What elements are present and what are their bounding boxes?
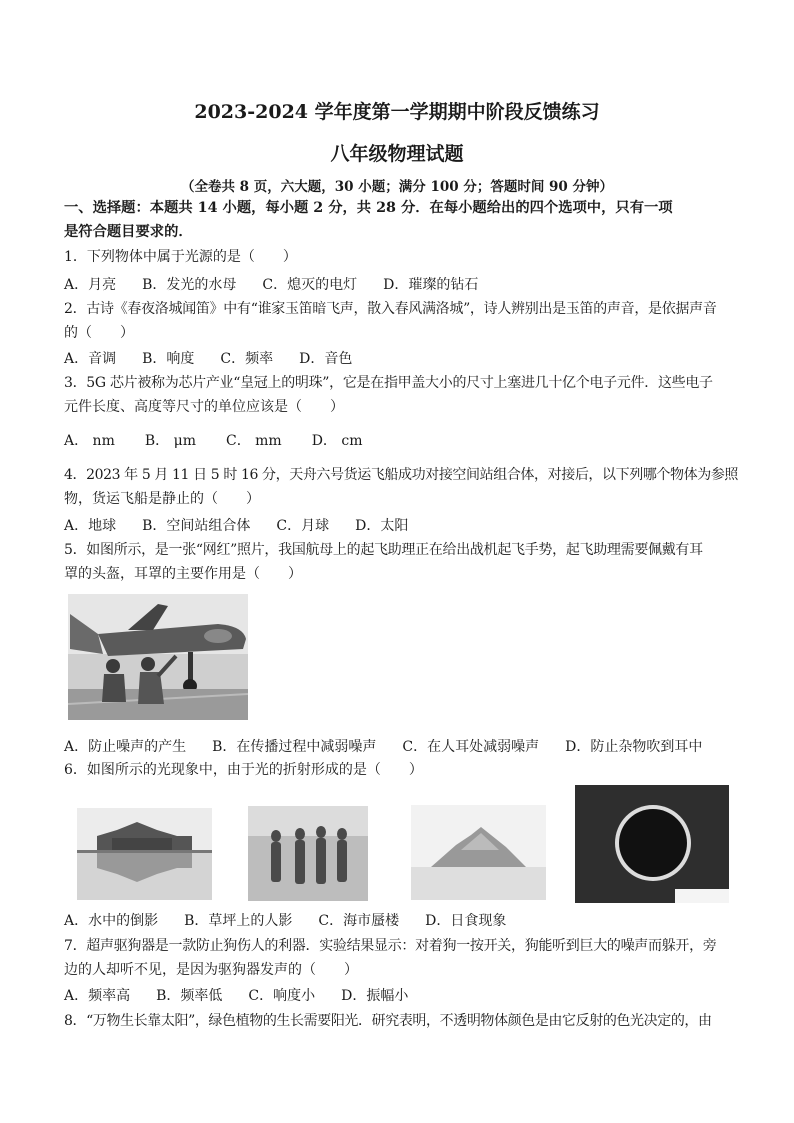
q2-option-b[interactable]: B．响度	[142, 351, 195, 367]
section-heading-line1: 一、选择题：本题共 14 小题，每小题 2 分，共 28 分．在每小题给出的四个选项中，只有一项	[64, 200, 673, 216]
q5-option-d[interactable]: D．防止杂物吹到耳中	[565, 739, 703, 755]
exam-note: （全卷共 8 页，六大题，30 小题；满分 100 分；答题时间 90 分钟）	[180, 179, 614, 195]
q4-stem-line2: 物，货运飞船是静止的（ ）	[64, 491, 260, 507]
exam-title: 2023-2024 学年度第一学期期中阶段反馈练习	[194, 101, 600, 123]
q1-option-a[interactable]: A．月亮	[64, 277, 117, 293]
solar-eclipse-photo	[575, 785, 729, 903]
q3-option-a[interactable]: A． nm	[64, 433, 115, 449]
q6-option-a[interactable]: A．水中的倒影	[64, 913, 159, 929]
mirage-photo	[411, 805, 546, 900]
q1-option-b[interactable]: B．发光的水母	[142, 277, 237, 293]
q8-stem-line1: 8．“万物生长靠太阳”，绿色植物的生长需要阳光．研究表明，不透明物体颜色是由它反射的色光决定的，由	[64, 1013, 712, 1029]
q2-option-d[interactable]: D．音色	[299, 351, 353, 367]
q6-options	[64, 910, 532, 930]
q6-option-b[interactable]: B．草坪上的人影	[184, 913, 293, 929]
q6-stem: 6．如图所示的光现象中，由于光的折射形成的是（ ）	[64, 762, 423, 778]
q4-options	[64, 515, 434, 535]
q3-option-b[interactable]: B． μm	[144, 433, 196, 449]
q4-option-d[interactable]: D．太阳	[355, 518, 409, 534]
q3-stem-line2: 元件长度、高度等尺寸的单位应该是（ ）	[64, 399, 344, 415]
q2-option-a[interactable]: A．音调	[64, 351, 117, 367]
q6-option-c[interactable]: C．海市蜃楼	[318, 913, 400, 929]
q3-options	[64, 430, 389, 450]
q2-stem-line2: 的（ ）	[64, 325, 134, 341]
q1-options	[64, 274, 504, 294]
q4-option-a[interactable]: A．地球	[64, 518, 117, 534]
q1-option-d[interactable]: D．璀璨的钻石	[383, 277, 479, 293]
exam-subtitle: 八年级物理试题	[330, 143, 464, 165]
q4-option-c[interactable]: C．月球	[276, 518, 330, 534]
section-heading-line2: 是符合题目要求的．	[64, 224, 193, 240]
q7-option-c[interactable]: C．响度小	[248, 988, 316, 1004]
q3-stem-line1: 3．5G 芯片被称为芯片产业“皇冠上的明珠”，它是在指甲盖大小的尺寸上塞进几十亿个电子元件．这些电子	[64, 375, 713, 391]
q3-option-c[interactable]: C． mm	[225, 433, 282, 449]
q4-option-b[interactable]: B．空间站组合体	[142, 518, 251, 534]
carrier-deck-photo	[68, 594, 248, 720]
q7-options	[64, 985, 434, 1005]
q5-option-a[interactable]: A．防止噪声的产生	[64, 739, 187, 755]
q2-options	[64, 348, 378, 368]
q5-stem-line2: 罩的头盔，耳罩的主要作用是（ ）	[64, 566, 302, 582]
q7-stem-line2: 边的人却听不见，是因为驱狗器发声的（ ）	[64, 962, 358, 978]
q7-option-b[interactable]: B．频率低	[156, 988, 223, 1004]
q7-option-d[interactable]: D．振幅小	[341, 988, 409, 1004]
q7-option-a[interactable]: A．频率高	[64, 988, 131, 1004]
water-reflection-photo	[77, 808, 212, 900]
q1-stem: 1．下列物体中属于光源的是（ ）	[64, 249, 297, 265]
q5-option-c[interactable]: C．在人耳处减弱噪声	[402, 739, 540, 755]
q5-option-b[interactable]: B．在传播过程中减弱噪声	[212, 739, 377, 755]
lawn-shadow-photo	[248, 806, 368, 901]
q2-stem-line1: 2．古诗《春夜洛城闻笛》中有“谁家玉笛暗飞声，散入春风满洛城”，诗人辨别出是玉笛的声音，是依据声音	[64, 301, 717, 317]
q1-option-c[interactable]: C．熄灭的电灯	[262, 277, 358, 293]
q5-stem-line1: 5．如图所示，是一张“网红”照片，我国航母上的起飞助理正在给出战机起飞手势，起飞助理需要佩戴有耳	[64, 542, 703, 558]
q6-option-d[interactable]: D．日食现象	[425, 913, 507, 929]
q7-stem-line1: 7．超声驱狗器是一款防止狗伤人的利器．实验结果显示：对着狗一按开关，狗能听到巨大的噪声而躲开，旁	[64, 938, 717, 954]
q3-option-d[interactable]: D． cm	[311, 433, 363, 449]
q4-stem-line1: 4．2023 年 5 月 11 日 5 时 16 分，天舟六号货运飞船成功对接空间站组合体，对接后，以下列哪个物体为参照	[64, 467, 739, 483]
q2-option-c[interactable]: C．频率	[220, 351, 274, 367]
q5-options	[64, 736, 702, 756]
